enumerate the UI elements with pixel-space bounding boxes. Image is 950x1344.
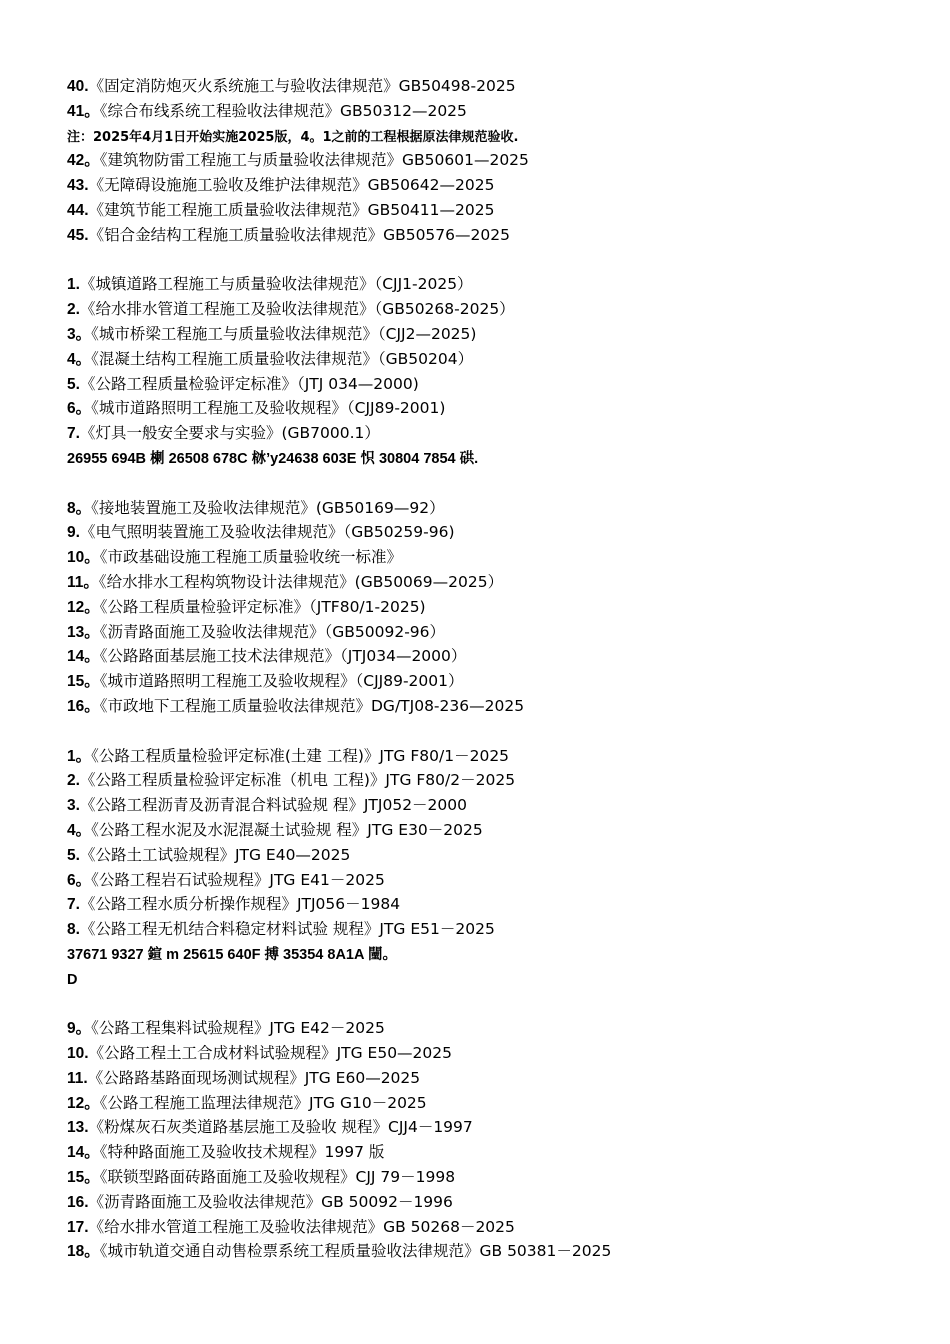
- item-text: 《公路工程质量检验评定标准》（JTF80/1-2025): [99, 597, 426, 616]
- item-number: 9。: [67, 1020, 92, 1038]
- item-text: 《混凝土结构工程施工质量验收法律规范》（GB50204）: [91, 349, 474, 368]
- item-number: 6。: [67, 871, 92, 889]
- item-text: 《固定消防炮灭火系统施工与验收法律规范》GB50498-2025: [88, 77, 516, 95]
- list-item: [67, 347, 927, 372]
- bold-text: D: [67, 971, 78, 988]
- item-text: 《接地装置施工及验收法律规范》(GB50169—92）: [91, 498, 445, 517]
- list-item: [67, 223, 927, 248]
- list-item: [67, 198, 927, 223]
- list-item: [67, 1041, 927, 1066]
- item-text: 《给水排水管道工程施工及验收法律规范》（GB50268-2025）: [79, 300, 515, 319]
- note-text: 注：2025年4月1日开始实施2025版，4。1之前的工程根据原法律规范验收.: [67, 129, 519, 145]
- list-item: [67, 694, 927, 719]
- list-item: [67, 793, 927, 818]
- item-number: 7.: [67, 425, 80, 443]
- item-text: 《公路工程质量检验评定标准》（JTJ 034—2000): [79, 374, 419, 393]
- item-text: 《城市道路照明工程施工及验收规程》（CJJ89-2001）: [99, 672, 464, 691]
- item-number: 11。: [67, 573, 99, 591]
- item-text: 《城市道路照明工程施工及验收规程》（CJJ89-2001): [91, 399, 446, 418]
- list-item: [67, 173, 927, 198]
- item-number: 16。: [67, 697, 100, 715]
- item-number: 1.: [67, 276, 80, 294]
- item-text: 《建筑物防雷工程施工与质量验收法律规范》GB50601—2025: [99, 151, 529, 170]
- list-item: [67, 917, 927, 942]
- item-number: 3。: [67, 325, 92, 343]
- list-item: [67, 1215, 927, 1240]
- item-text: 《公路工程质量检验评定标准（机电 工程)》JTG F80/2－2025: [79, 771, 516, 790]
- item-text: 《城市桥梁工程施工与质量验收法律规范》（CJJ2—2025): [91, 324, 477, 343]
- item-number: 17.: [67, 1218, 89, 1236]
- blank-line: [67, 719, 927, 744]
- item-text: 《公路工程岩石试验规程》JTG E41－2025: [91, 870, 385, 889]
- list-item: [67, 272, 927, 297]
- item-number: 5.: [67, 375, 80, 393]
- item-number: 3.: [67, 797, 80, 815]
- item-text: 《公路路面基层施工技术法律规范》（JTJ034—2000）: [99, 647, 467, 666]
- item-number: 9.: [67, 524, 80, 542]
- list-item: [67, 148, 927, 173]
- list-item: [67, 818, 927, 843]
- item-text: 《沥青路面施工及验收法律规范》GB 50092－1996: [88, 1192, 453, 1211]
- item-text: 《给水排水管道工程施工及验收法律规范》GB 50268－2025: [88, 1217, 515, 1236]
- blank-line: [67, 991, 927, 1016]
- list-item: [67, 396, 927, 421]
- item-number: 10。: [67, 549, 100, 567]
- item-number: 12。: [67, 1094, 100, 1112]
- list-item: [67, 768, 927, 793]
- item-number: 13.: [67, 1119, 89, 1137]
- list-item: [67, 74, 927, 99]
- list-item: [67, 1140, 927, 1165]
- item-text: 《粉煤灰石灰类道路基层施工及验收 规程》CJJ4－1997: [88, 1118, 473, 1137]
- item-number: 12。: [67, 598, 100, 616]
- item-number: 7.: [67, 896, 80, 914]
- item-text: 《市政基础设施工程施工质量验收统一标准》: [99, 548, 403, 567]
- standards-list: [67, 74, 927, 1264]
- item-number: 5.: [67, 846, 80, 864]
- item-text: 《公路工程施工监理法律规范》JTG G10－2025: [99, 1093, 427, 1112]
- bold-line: [67, 967, 927, 992]
- item-number: 16.: [67, 1193, 89, 1211]
- item-text: 《无障碍设施施工验收及维护法律规范》GB50642—2025: [88, 176, 495, 195]
- list-item: [67, 496, 927, 521]
- list-item: [67, 892, 927, 917]
- item-text: 《城镇道路工程施工与质量验收法律规范》（CJJ1-2025）: [79, 275, 473, 294]
- item-number: 18。: [67, 1243, 100, 1261]
- bold-text: 26955 694B 楋 26508 678C 栤’y24638 603E 怾 30804 7854 硔.: [67, 450, 479, 467]
- list-item: [67, 297, 927, 322]
- list-item: [67, 372, 927, 397]
- note-line: [67, 124, 927, 149]
- blank-line: [67, 248, 927, 273]
- item-number: 2.: [67, 772, 80, 790]
- item-text: 《综合布线系统工程验收法律规范》GB50312—2025: [99, 101, 467, 120]
- item-number: 8。: [67, 499, 92, 517]
- item-number: 4。: [67, 350, 92, 368]
- item-number: 13。: [67, 623, 100, 641]
- item-number: 14。: [67, 1144, 100, 1162]
- list-item: [67, 1115, 927, 1140]
- item-text: 《公路工程土工合成材料试验规程》JTG E50—2025: [88, 1044, 453, 1063]
- list-item: [67, 1066, 927, 1091]
- item-text: 《铝合金结构工程施工质量验收法律规范》GB50576—2025: [88, 225, 510, 244]
- item-number: 14。: [67, 648, 100, 666]
- list-item: [67, 545, 927, 570]
- list-item: [67, 421, 927, 446]
- item-text: 《公路路基路面现场测试规程》JTG E60—2025: [87, 1068, 421, 1087]
- list-item: [67, 570, 927, 595]
- bold-line: [67, 942, 927, 967]
- item-number: 10.: [67, 1045, 89, 1063]
- item-text: 《公路工程沥青及沥青混合料试验规 程》JTJ052－2000: [79, 796, 468, 815]
- list-item: [67, 644, 927, 669]
- item-number: 41。: [67, 102, 100, 120]
- list-item: [67, 620, 927, 645]
- blank-line: [67, 471, 927, 496]
- item-text: 《建筑节能工程施工质量验收法律规范》GB50411—2025: [88, 200, 495, 219]
- item-text: 《沥青路面施工及验收法律规范》（GB50092-96）: [99, 622, 446, 641]
- list-item: [67, 99, 927, 124]
- list-item: [67, 520, 927, 545]
- list-item: [67, 1190, 927, 1215]
- item-text: 《公路工程集料试验规程》JTG E42－2025: [91, 1019, 385, 1038]
- item-text: 《特种路面施工及验收技术规程》1997 版: [99, 1143, 385, 1162]
- item-number: 44.: [67, 201, 89, 219]
- item-number: 42。: [67, 152, 100, 170]
- list-item: [67, 1165, 927, 1190]
- item-text: 《给水排水工程构筑物设计法律规范》(GB50069—2025）: [98, 572, 504, 591]
- list-item: [67, 1239, 927, 1264]
- item-number: 8.: [67, 921, 80, 939]
- bold-text: 37671 9327 鍹 m 25615 640F 搏 35354 8A1A 闉。: [67, 946, 397, 963]
- item-text: 《公路土工试验规程》JTG E40—2025: [79, 845, 351, 864]
- list-item: [67, 1091, 927, 1116]
- item-number: 43.: [67, 177, 89, 195]
- bold-line: [67, 446, 927, 471]
- item-text: 《灯具一般安全要求与实验》(GB7000.1）: [79, 424, 380, 443]
- item-text: 《公路工程无机结合料稳定材料试验 规程》JTG E51－2025: [79, 920, 495, 939]
- list-item: [67, 669, 927, 694]
- item-number: 1。: [67, 747, 92, 765]
- item-text: 《市政地下工程施工质量验收法律规范》DG/TJ08-236—2025: [99, 696, 525, 715]
- item-text: 《公路工程水泥及水泥混凝土试验规 程》JTG E30－2025: [91, 820, 483, 839]
- list-item: [67, 322, 927, 347]
- list-item: [67, 868, 927, 893]
- item-number: 6。: [67, 400, 92, 418]
- item-number: 4。: [67, 821, 92, 839]
- item-number: 11.: [67, 1069, 88, 1087]
- list-item: [67, 595, 927, 620]
- item-text: 《联锁型路面砖路面施工及验收规程》CJJ 79－1998: [99, 1168, 456, 1187]
- item-number: 40.: [67, 78, 89, 95]
- item-text: 《公路工程质量检验评定标准(土建 工程)》JTG F80/1－2025: [91, 746, 510, 765]
- list-item: [67, 744, 927, 769]
- item-number: 15。: [67, 673, 100, 691]
- item-text: 《电气照明装置施工及验收法律规范》（GB50259-96): [79, 523, 455, 542]
- item-text: 《公路工程水质分析操作规程》JTJ056－1984: [79, 895, 401, 914]
- list-item: [67, 843, 927, 868]
- item-number: 45.: [67, 226, 89, 244]
- item-text: 《城市轨道交通自动售检票系统工程质量验收法律规范》GB 50381－2025: [99, 1242, 612, 1261]
- item-number: 2.: [67, 301, 80, 319]
- list-item: [67, 1016, 927, 1041]
- item-number: 15。: [67, 1169, 100, 1187]
